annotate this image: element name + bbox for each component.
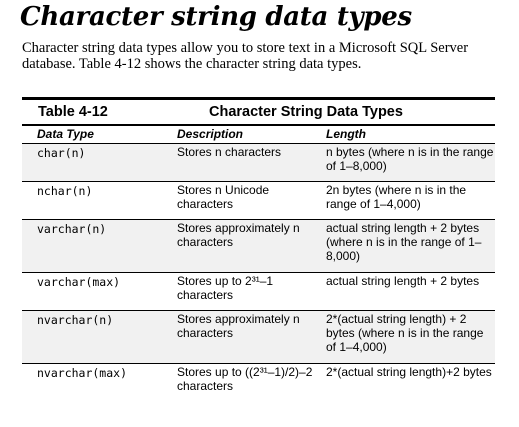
cell-description: Stores approximately n characters — [177, 221, 300, 249]
cell-description: Stores approximately n characters — [177, 312, 300, 340]
cell-data-type: nvarchar(n) — [37, 313, 114, 327]
intro-paragraph: Character string data types allow you to store text in a Microsoft SQL Server database. Table 4-12 shows the character string data types. — [22, 40, 469, 72]
table-row — [22, 143, 495, 181]
cell-data-type: varchar(n) — [37, 222, 107, 236]
table-row — [22, 272, 495, 310]
table-number: Table 4-12 — [38, 104, 108, 120]
table-row — [22, 181, 495, 219]
cell-length: actual string length + 2 bytes (where n is in the range of 1–8,000) — [326, 221, 482, 263]
section-heading: Character string data types — [20, 2, 412, 32]
table-caption — [22, 100, 495, 124]
cell-data-type: nvarchar(max) — [37, 366, 128, 380]
data-types-table — [22, 97, 495, 416]
cell-length: actual string length + 2 bytes — [326, 274, 480, 288]
cell-data-type: char(n) — [37, 146, 86, 160]
table-row — [22, 219, 495, 272]
header-description: Description — [177, 127, 244, 141]
table-row — [22, 363, 495, 416]
cell-length: n bytes (where n is in the range of 1–8,000) — [326, 145, 494, 173]
cell-description: Stores n characters — [177, 145, 282, 159]
table-title: Character String Data Types — [209, 104, 403, 120]
cell-description: Stores n Unicode characters — [177, 183, 270, 211]
header-data-type: Data Type — [37, 127, 94, 141]
cell-data-type: varchar(max) — [37, 275, 121, 289]
cell-data-type: nchar(n) — [37, 184, 93, 198]
cell-length: 2*(actual string length) + 2 bytes (where n is in the range of 1–4,000) — [326, 312, 484, 354]
table-header-row — [22, 126, 495, 143]
cell-description: Stores up to ((2³¹–1)/2)–2 characters — [177, 365, 313, 393]
cell-length: 2n bytes (where n is in the range of 1–4,000) — [326, 183, 467, 211]
header-length: Length — [326, 127, 366, 141]
cell-length: 2*(actual string length)+2 bytes — [326, 365, 492, 379]
cell-description: Stores up to 2³¹–1 characters — [177, 274, 274, 302]
table-row — [22, 310, 495, 363]
